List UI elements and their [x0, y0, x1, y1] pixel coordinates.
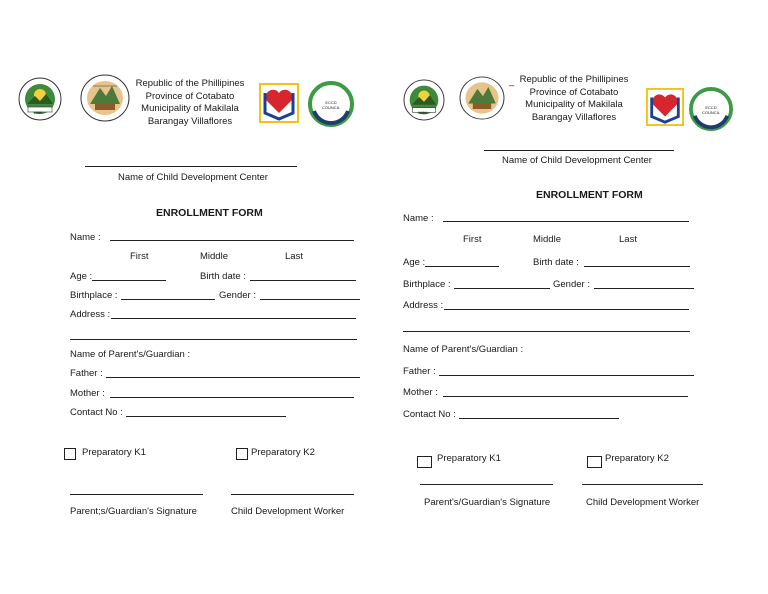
- form-title: ENROLLMENT FORM: [156, 207, 263, 219]
- prep-k2-checkbox[interactable]: [587, 456, 602, 468]
- parent-guardian-label: Name of Parent's/Guardian :: [70, 349, 191, 360]
- mother-label: Mother :: [403, 387, 438, 398]
- address-label: Address :: [403, 300, 444, 311]
- prep-k2-label: Preparatory K2: [251, 447, 315, 458]
- header-text-block: [130, 78, 250, 128]
- age-label: Age :: [70, 271, 93, 282]
- name-field[interactable]: [443, 221, 689, 222]
- prep-k1-checkbox[interactable]: [417, 456, 432, 468]
- father-field[interactable]: [439, 375, 694, 376]
- header-line: Province of Cotabato: [529, 86, 619, 98]
- last-label: Last: [619, 234, 637, 245]
- worker-signature-line[interactable]: [231, 494, 354, 495]
- birthdate-label: Birth date :: [200, 271, 246, 282]
- header-line: Barangay Villaflores: [147, 115, 233, 127]
- name-field[interactable]: [110, 240, 354, 241]
- prep-k1-checkbox[interactable]: [64, 448, 76, 460]
- contact-label: Contact No :: [70, 407, 123, 418]
- parent-signature-line[interactable]: [70, 494, 203, 495]
- last-label: Last: [285, 251, 303, 262]
- header-line: Barangay Villaflores: [531, 111, 617, 123]
- eccd-council-label: ECCD COUNCIL: [701, 105, 720, 115]
- header-dash: –: [509, 80, 515, 91]
- form-title: ENROLLMENT FORM: [536, 189, 643, 201]
- header-line: Municipality of Makilala: [525, 99, 623, 110]
- parent-signature-label: Parent;s/Guardian's Signature: [70, 506, 197, 517]
- enrollment-form-right: [384, 0, 768, 594]
- parent-signature-label: Parent's/Guardian's Signature: [424, 497, 551, 508]
- address-field[interactable]: [444, 309, 689, 310]
- prep-k1-label: Preparatory K1: [437, 453, 501, 464]
- age-field[interactable]: [425, 266, 499, 267]
- gender-label: Gender :: [219, 290, 256, 301]
- gender-label: Gender :: [553, 279, 590, 290]
- makilala-seal-year: 1954: [418, 110, 427, 115]
- father-label: Father :: [403, 366, 436, 377]
- parent-signature-line[interactable]: [420, 484, 553, 485]
- age-field[interactable]: [92, 280, 166, 281]
- prep-k2-label: Preparatory K2: [605, 453, 669, 464]
- first-label: First: [130, 251, 149, 262]
- prep-k1-label: Preparatory K1: [82, 447, 146, 458]
- name-label: Name :: [403, 213, 434, 224]
- address-field-line2[interactable]: [70, 339, 357, 340]
- gender-field[interactable]: [594, 288, 694, 289]
- mother-field[interactable]: [443, 396, 688, 397]
- contact-label: Contact No :: [403, 409, 456, 420]
- father-field[interactable]: [106, 377, 360, 378]
- birthdate-label: Birth date :: [533, 257, 579, 268]
- middle-label: Middle: [200, 251, 228, 262]
- address-field-line2[interactable]: [403, 331, 690, 332]
- cdc-name-label: Name of Child Development Center: [118, 172, 268, 183]
- middle-label: Middle: [533, 234, 561, 245]
- makilala-seal-year: 1954: [33, 110, 42, 115]
- cdc-name-line[interactable]: [85, 166, 297, 167]
- cdc-name-label: Name of Child Development Center: [502, 155, 652, 166]
- mother-label: Mother :: [70, 388, 105, 399]
- header-line: Republic of the Phillipines: [135, 78, 245, 89]
- header-line: Municipality of Makilala: [141, 103, 239, 114]
- worker-signature-label: Child Development Worker: [231, 506, 345, 517]
- header-line: Province of Cotabato: [145, 90, 235, 102]
- worker-signature-label: Child Development Worker: [586, 497, 700, 508]
- birthdate-field[interactable]: [250, 280, 356, 281]
- age-label: Age :: [403, 257, 426, 268]
- prep-k2-checkbox[interactable]: [236, 448, 248, 460]
- birthplace-field[interactable]: [454, 288, 550, 289]
- name-label: Name :: [70, 232, 101, 243]
- header-text-block: [514, 74, 634, 124]
- gender-field[interactable]: [260, 299, 360, 300]
- address-field[interactable]: [111, 318, 356, 319]
- birthplace-label: Birthplace :: [70, 290, 118, 301]
- birthplace-label: Birthplace :: [403, 279, 451, 290]
- header-line: Republic of the Phillipines: [519, 74, 629, 85]
- address-label: Address :: [70, 309, 111, 320]
- barangay-seal-icon: [80, 74, 130, 122]
- cdc-name-line[interactable]: [484, 150, 674, 151]
- eccd-council-label: ECCD COUNCIL: [321, 100, 340, 110]
- contact-field[interactable]: [459, 418, 619, 419]
- worker-signature-line[interactable]: [582, 484, 703, 485]
- parent-guardian-label: Name of Parent's/Guardian :: [403, 344, 524, 355]
- barangay-seal-icon: [459, 76, 505, 120]
- father-label: Father :: [70, 368, 103, 379]
- mother-field[interactable]: [110, 397, 354, 398]
- contact-field[interactable]: [126, 416, 286, 417]
- dswd-logo-icon: [259, 83, 299, 123]
- birthplace-field[interactable]: [121, 299, 215, 300]
- dswd-logo-icon: [646, 88, 684, 126]
- first-label: First: [463, 234, 482, 245]
- birthdate-field[interactable]: [584, 266, 690, 267]
